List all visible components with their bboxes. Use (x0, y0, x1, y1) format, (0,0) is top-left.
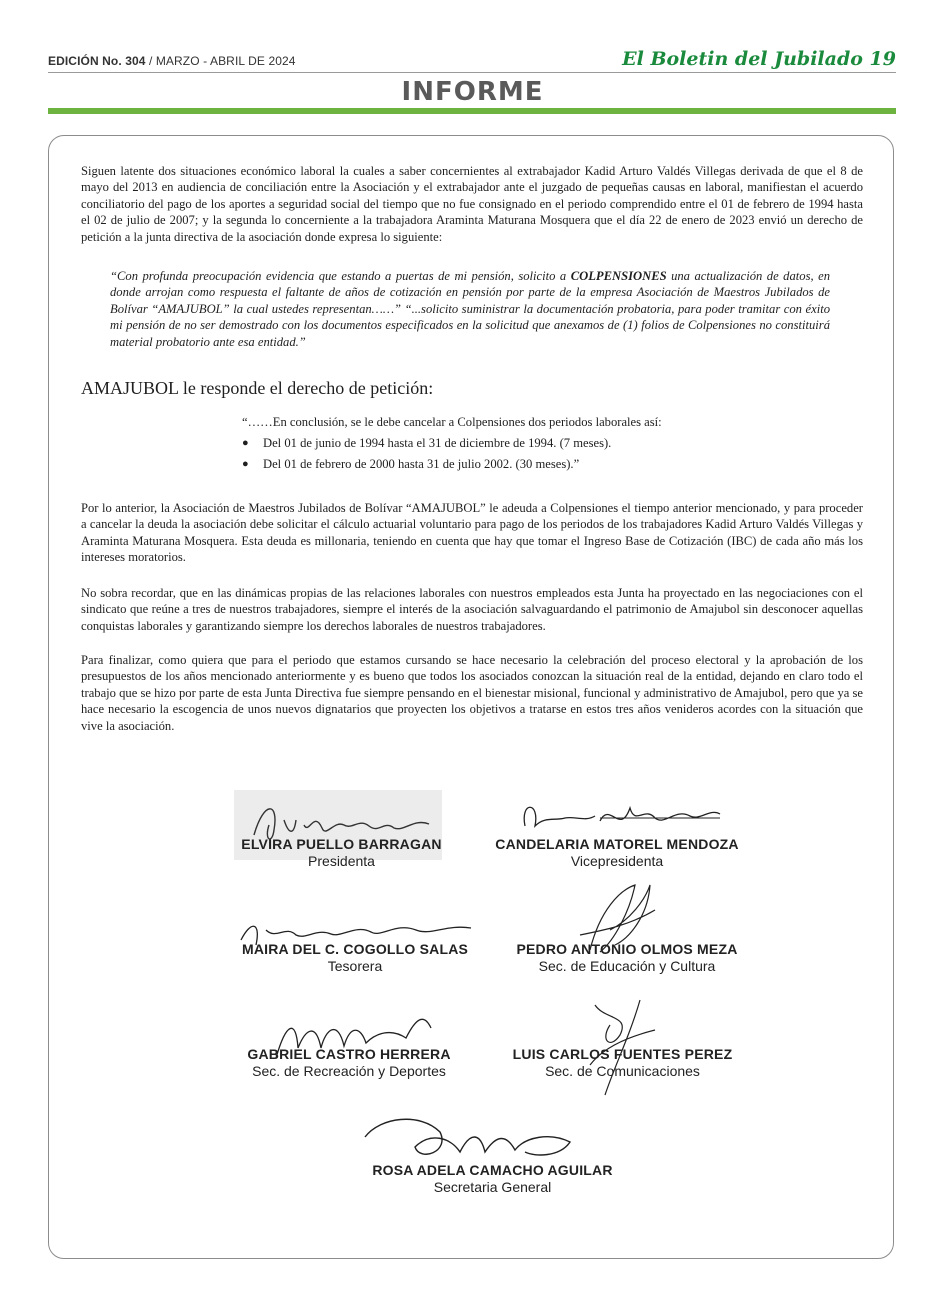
response-excerpt (242, 412, 802, 475)
publication-brand (622, 48, 896, 70)
edition-label: EDICIÓN No. 304 (48, 54, 146, 68)
body-paragraph-2: No sobra recordar, que en las dinámicas propias de las relaciones laborales con nuestros empleados esta Junta ha proyectado en las negociaciones con el sindicato que reúne a tres de nuestros trabajadores, siempre el interés de la asociación salvaguardando el patrimonio de Amajubol sin desconocer aquellas conquistas laborales y garantizando siempre los derechos laborales de nuestros trabajadores. (81, 586, 863, 633)
intro-paragraph: Siguen latente dos situaciones económico laboral la cuales a saber concernientes al extrabajador Kadid Arturo Valdés Villegas derivada de que el 8 de mayo del 2013 en audiencia de conciliación entre la Asociación y el extrabajador ante el juzgado de pequeñas causas en laboral, manifiestan el acuerdo conciliatorio del pago de los aportes a seguridad social del tiempo que no fue consignado en el periodo comprendido entre el 01 de febrero de 1994 hasta el 02 de julio de 2007; y la segunda lo concerniente a la trabajadora Araminta Maturana Mosquera que el día 22 de enero de 2023 envió un derecho de petición a la junta directiva de la asociación donde expresa lo siguiente: (81, 164, 863, 244)
signatory-name: ROSA ADELA CAMACHO AGUILAR (372, 1162, 613, 1178)
signatory-block (234, 1046, 464, 1079)
signatory-block (234, 941, 476, 974)
quote-emphasis: COLPENSIONES (570, 269, 667, 283)
quote-part-1: “Con profunda preocupación evidencia que estando a puertas de mi pensión, solicito a (110, 269, 571, 283)
signatory-block (234, 836, 449, 869)
edition-date: / MARZO - ABRIL DE 2024 (145, 54, 296, 68)
bullet-icon: ● (242, 458, 249, 470)
signatory-role: Vicepresidenta (570, 853, 664, 869)
signatory-role: Tesorera (327, 958, 383, 974)
section-title: INFORME (401, 77, 544, 107)
signatory-name: CANDELARIA MATOREL MENDOZA (495, 836, 739, 852)
section-underline (48, 108, 896, 114)
header-divider (48, 72, 896, 73)
list-item (242, 433, 802, 454)
signatory-role: Sec. de Recreación y Deportes (252, 1063, 446, 1079)
quote-part-2: una actualización de datos, en donde arrojan como respuesta el faltante de años de cotización en pensión por parte de la empresa Asociación de Maestros Jubilados de Bolívar “AMAJUBOL” la cual ustedes representan……” “...solicito suministrar la documentación probatoria, para poder tramitar con éxito mi pensión de no ser demostrado con los documentos especificados en la solicitud que anexamos de (1) folios de Colpensiones no constituirá material probatorio ante esa entidad.” (110, 269, 830, 349)
response-heading: AMAJUBOL le responde el derecho de petición: (81, 378, 434, 398)
masthead (48, 50, 896, 72)
signatory-block (364, 1162, 621, 1195)
body-paragraph-1: Por lo anterior, la Asociación de Maestros Jubilados de Bolívar “AMAJUBOL” le adeuda a Colpensiones el tiempo anterior mencionado, y para proceder a cancelar la deuda la asociación debe solicitar el cálculo actuarial voluntario para pago de los periodos de los trabajadores Kadid Arturo Valdés Villegas y Araminta Maturana Mosquera. Esta deuda es millonaria, teniendo en cuenta que hay que tomar el Ingreso Base de Cotización (IBC) de cada año más los intereses moratorios. (81, 501, 863, 565)
list-item-text: Del 01 de junio de 1994 hasta el 31 de diciembre de 1994. (7 meses). (263, 436, 612, 450)
signatory-name: MAIRA DEL C. COGOLLO SALAS (241, 941, 469, 957)
signatory-role: Sec. de Comunicaciones (545, 1063, 700, 1079)
signatory-block (509, 941, 745, 974)
list-item-text: Del 01 de febrero de 2000 hasta 31 de julio 2002. (30 meses).” (263, 457, 580, 471)
signatory-name: ELVIRA PUELLO BARRAGAN (241, 836, 442, 852)
publication-name: El Boletin del Jubilado (622, 48, 863, 70)
signatory-block (487, 836, 747, 869)
signatory-name: PEDRO ANTONIO OLMOS MEZA (516, 941, 738, 957)
edition-info (48, 54, 296, 68)
body-paragraph-3: Para finalizar, como quiera que para el periodo que estamos cursando se hace necesario la celebración del proceso electoral y la aprobación de los presupuestos de los años mencionado anteriormente y es bueno que todos los asociados conozcan la situación real de la entidad, dejando en claro todo el trabajo que se hizo por parte de esta Junta Directiva fue siempre pensando en el bienestar misional, funcional y administrativo de Amajubol, pero que ya se hace necesario la escogencia de unos nuevos dignatarios que proyecten los objetivos a tratarse en estos tres años venideros acordes con la situación que vive la asociación. (81, 653, 863, 733)
signatory-block (506, 1046, 739, 1079)
signatory-name: LUIS CARLOS FUENTES PEREZ (512, 1046, 733, 1062)
page-number: 19 (869, 48, 896, 70)
signatory-role: Sec. de Educación y Cultura (538, 958, 716, 974)
bullet-icon: ● (242, 437, 249, 449)
signatory-name: GABRIEL CASTRO HERRERA (247, 1046, 451, 1062)
response-intro: “……En conclusión, se le debe cancelar a Colpensiones dos periodos laborales así: (242, 415, 662, 429)
signatory-role: Presidenta (308, 853, 375, 869)
signatory-role: Secretaria General (433, 1179, 552, 1195)
list-item (242, 454, 802, 475)
petition-quote (110, 268, 830, 350)
